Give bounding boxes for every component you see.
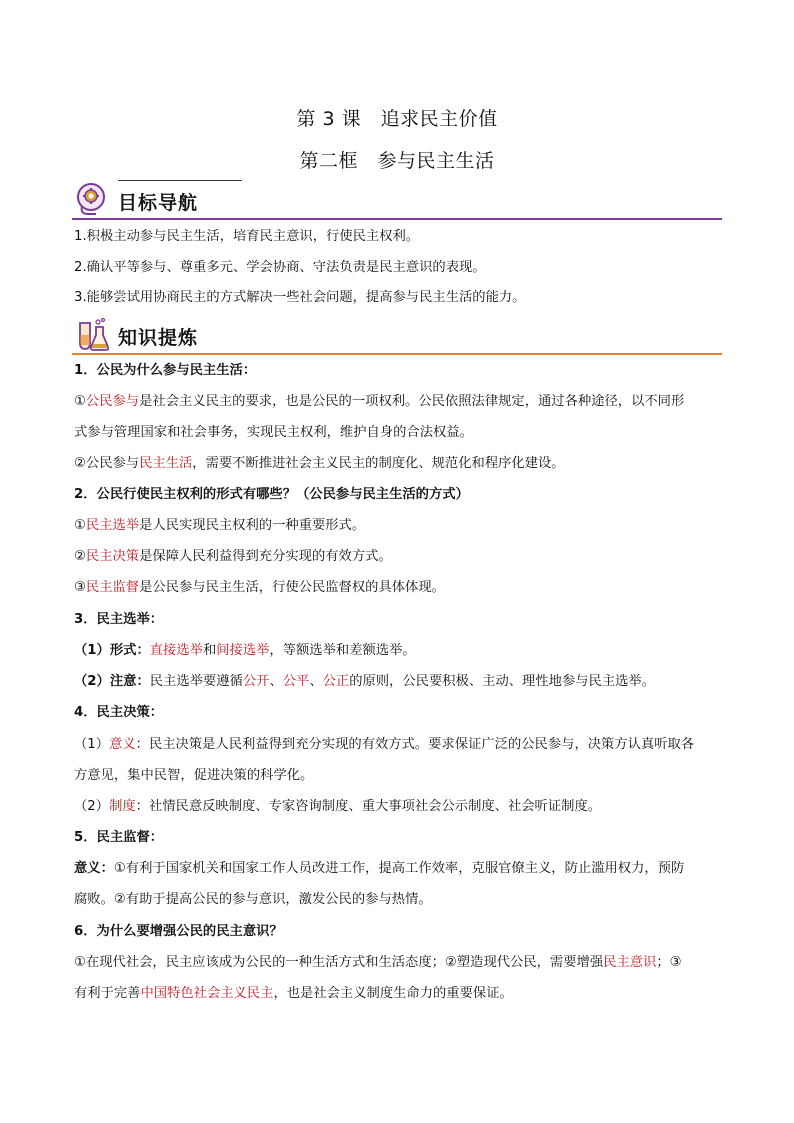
paragraph-line: 方意见，集中民智，促进决策的科学化。 [74,768,314,783]
emphasis-text: 民主选举 [85,518,140,533]
paragraph-line: ①在现代社会，民主应该成为公民的一种生活方式和生活态度；②塑造现代公民，需要增强民主意识；③ [74,955,682,970]
question-heading: 1．公民为什么参与民主生活： [74,363,257,378]
paragraph-line: （2）制度：社情民意反映制度、专家咨询制度、重大事项社会公示制度、社会听证制度。 [74,799,602,814]
paragraph-line: 腐败。②有助于提高公民的参与意识，激发公民的参与热情。 [74,892,432,907]
emphasis-text: 民主意识 [603,955,657,970]
paragraph-line: （2）注意：民主选举要遵循公开、公平、公正的原则，公民要积极、主动、理性地参与民主选举。 [74,674,656,689]
lesson-title: 第 3 课 追求民主价值 [296,108,498,130]
emphasis-text: 间接选举 [216,643,270,658]
section-rule [72,353,722,355]
decorative-line [118,180,242,181]
emphasis-text: 公平 [282,674,310,689]
emphasis-text: 公正 [322,674,350,689]
paragraph-line: 意义：①有利于国家机关和国家工作人员改进工作，提高工作效率，克服官僚主义，防止滥用权力，预防 [74,861,685,876]
question-heading: 4．民主决策： [74,705,164,720]
lab-flask-icon [74,317,110,351]
question-heading: 2．公民行使民主权利的形式有哪些？（公民参与民主生活的方式） [74,487,469,502]
paragraph-line: ①民主选举是人民实现民主权利的一种重要形式。 [74,518,366,533]
target-item: 1.积极主动参与民主生活，培育民主意识，行使民主权利。 [74,229,420,244]
emphasis-text: 民主生活 [139,456,193,471]
emphasis-text: 意义 [109,737,136,752]
paragraph-line: 有利于完善中国特色社会主义民主，也是社会主义制度生命力的重要保证。 [74,986,513,1001]
question-heading: 3．民主选举： [74,612,164,627]
emphasis-text: 公民参与 [85,394,140,409]
section-knowledge-title: 知识提炼 [118,327,199,349]
section-target-header [72,180,722,220]
question-heading: 5．民主监督： [74,830,164,845]
section-rule [72,218,722,220]
section-target-title: 目标导航 [118,192,199,214]
emphasis-text: 直接选举 [149,643,203,658]
paragraph-line: （1）意义：民主决策是人民利益得到充分实现的有效方式。要求保证广泛的公民参与，决策方认真听取各 [74,737,695,752]
target-item: 2.确认平等参与、尊重多元、学会协商、守法负责是民主意识的表现。 [74,260,486,275]
paragraph-line: ③民主监督是公民参与民主生活，行使公民监督权的具体体现。 [74,580,445,595]
emphasis-text: 公开 [242,674,270,689]
brain-gear-icon [74,182,110,216]
emphasis-text: 民主决策 [85,549,140,564]
paragraph-line: ②民主决策是保障人民利益得到充分实现的有效方式。 [74,549,392,564]
paragraph-line: ②公民参与民主生活，需要不断推进社会主义民主的制度化、规范化和程序化建设。 [74,456,565,471]
emphasis-text: 中国特色社会主义民主 [140,986,274,1001]
section-knowledge-header [72,315,722,355]
paragraph-line: 式参与管理国家和社会事务，实现民主权利，维护自身的合法权益。 [74,425,473,440]
question-heading: 6．为什么要增强公民的民主意识？ [74,924,283,939]
paragraph-line: ①公民参与是社会主义民主的要求，也是公民的一项权利。公民依照法律规定，通过各种途径，以不同形 [74,394,685,409]
target-item: 3.能够尝试用协商民主的方式解决一些社会问题，提高参与民主生活的能力。 [74,290,526,305]
paragraph-line: （1）形式：直接选举和间接选举，等额选举和差额选举。 [74,643,416,658]
emphasis-text: 制度 [109,799,136,814]
frame-title: 第二框 参与民主生活 [299,150,495,172]
emphasis-text: 民主监督 [85,580,140,595]
